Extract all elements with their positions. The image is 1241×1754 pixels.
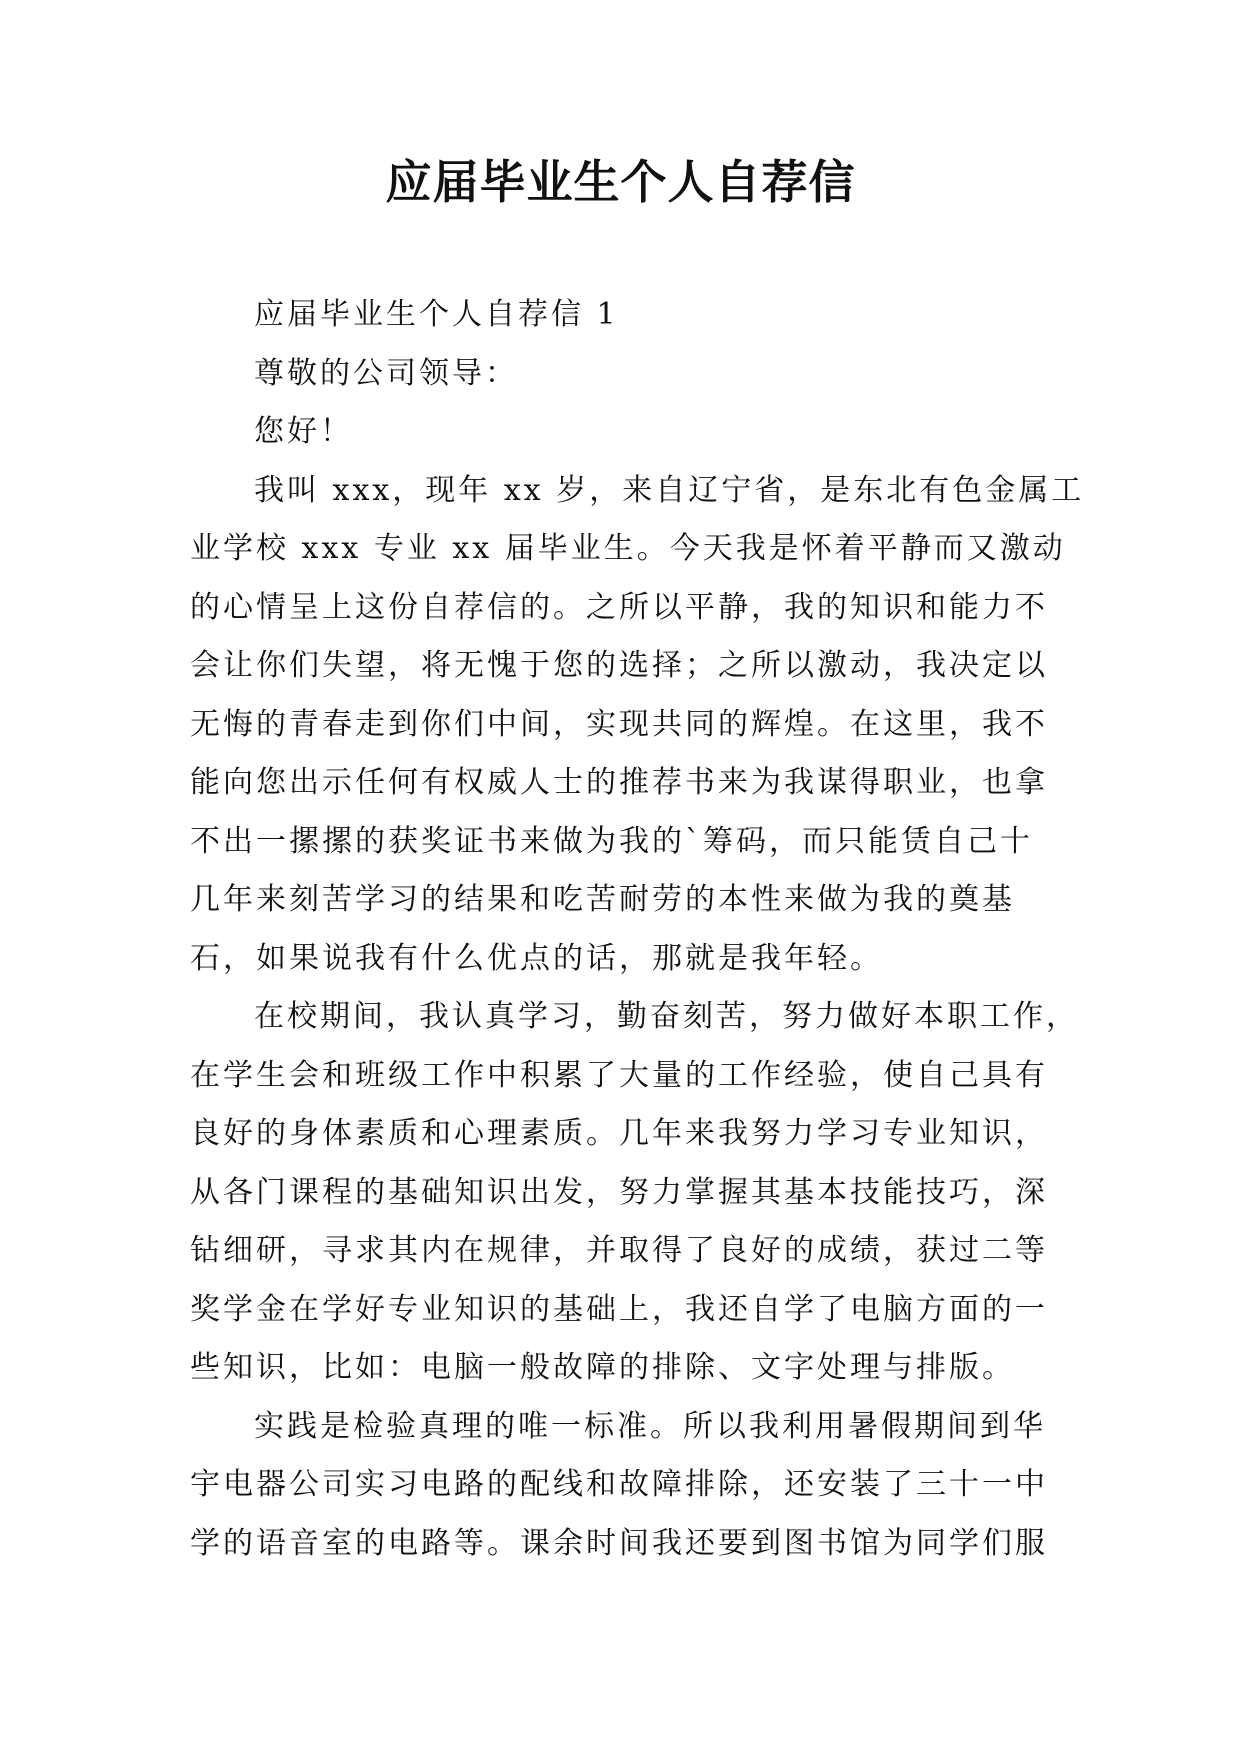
text-line: 的心情呈上这份自荐信的。之所以平静，我的知识和能力不 [190, 589, 1048, 625]
text-line: 在校期间，我认真学习，勤奋刻苦，努力做好本职工作， [254, 999, 1079, 1034]
text-line: 无悔的青春走到你们中间，实现共同的辉煌。在这里，我不 [190, 706, 1048, 742]
text-line: 您好！ [254, 414, 353, 449]
text-line: 从各门课程的基础知识出发，努力掌握其基本技能技巧，深 [190, 1174, 1048, 1210]
text-line: 能向您出示任何有权威人士的推荐书来为我谋得职业，也拿 [190, 765, 1048, 800]
text-line: 学的语音室的电路等。课余时间我还要到图书馆为同学们服 [190, 1525, 1048, 1561]
text-line: 实践是检验真理的唯一标准。所以我利用暑假期间到华 [254, 1408, 1046, 1444]
text-line: 石，如果说我有什么优点的话，那就是我年轻。 [190, 940, 883, 976]
text-line: 几年来刻苦学习的结果和吃苦耐劳的本性来做为我的奠基 [190, 882, 1015, 917]
text-line: 不出一摞摞的获奖证书来做为我的`筹码，而只能赁自己十 [190, 823, 1033, 859]
text-line: 我叫 xxx，现年 xx 岁，来自辽宁省，是东北有色金属工 [254, 472, 1085, 508]
text-line: 会让你们失望，将无愧于您的选择；之所以激动，我决定以 [190, 648, 1048, 683]
text-line: 业学校 xxx 专业 xx 届毕业生。今天我是怀着平静而又激动 [190, 531, 1066, 566]
text-line: 钻细研，寻求其内在规律，并取得了良好的成绩，获过二等 [190, 1233, 1048, 1268]
text-line: 应届毕业生个人自荐信 1 [254, 297, 619, 332]
text-line: 良好的身体素质和心理素质。几年来我努力学习专业知识， [190, 1116, 1048, 1151]
text-line: 尊敬的公司领导： [254, 355, 518, 391]
text-line: 些知识，比如：电脑一般故障的排除、文字处理与排版。 [190, 1350, 1015, 1385]
text-line: 宇电器公司实习电路的配线和故障排除，还安装了三十一中 [190, 1467, 1048, 1502]
text-line: 奖学金在学好专业知识的基础上，我还自学了电脑方面的一 [190, 1291, 1048, 1327]
text-line: 在学生会和班级工作中积累了大量的工作经验，使自己具有 [190, 1057, 1048, 1093]
letter-body [190, 286, 1085, 1573]
document-title: 应届毕业生个人自荐信 [385, 155, 856, 209]
